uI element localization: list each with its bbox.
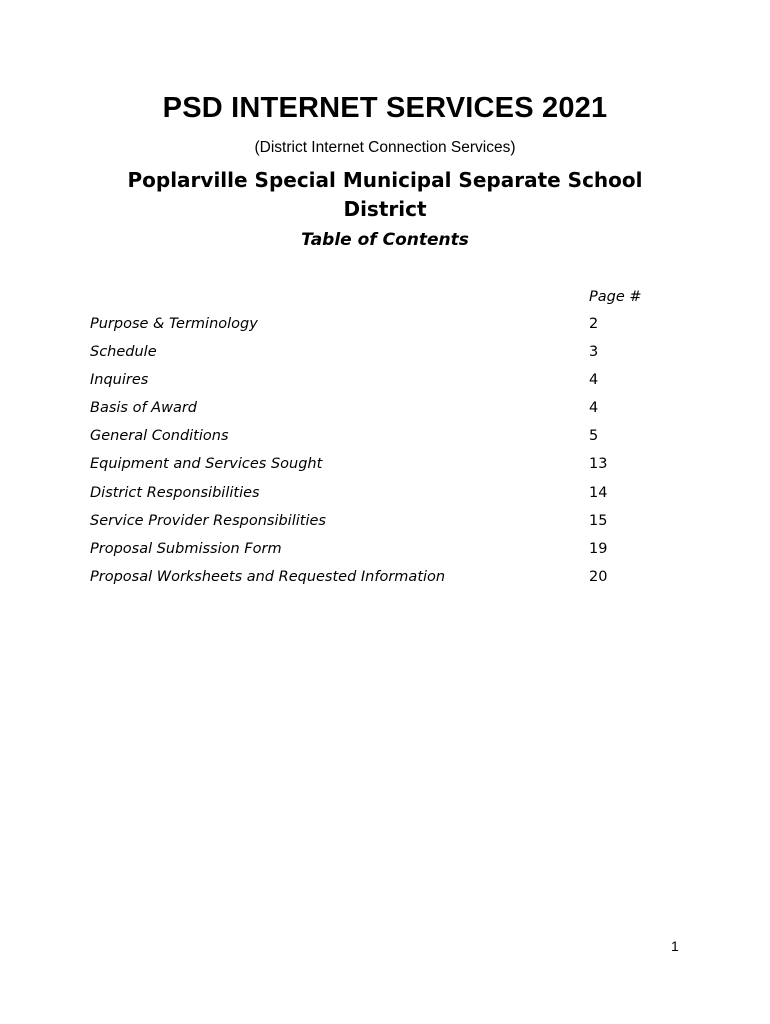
- page-number: 1: [671, 938, 679, 954]
- toc-entry-page: 20: [589, 568, 608, 585]
- toc-entry-page: 14: [589, 484, 608, 501]
- district-name: Poplarville Special Municipal Separate School District: [127, 168, 643, 221]
- toc-entry-title: Proposal Worksheets and Requested Information: [90, 568, 446, 585]
- toc-entry: [90, 513, 650, 541]
- toc-entry-page: 19: [589, 540, 608, 557]
- toc-entry-title: General Conditions: [90, 428, 229, 445]
- page-column-header: Page #: [589, 289, 642, 305]
- toc-entry-title: Purpose & Terminology: [90, 316, 258, 332]
- toc-entry: [90, 400, 650, 428]
- toc-entry: [90, 316, 650, 344]
- toc-entry-page: 4: [589, 400, 599, 417]
- toc-heading: Table of Contents: [301, 230, 469, 250]
- toc-entry-title: Service Provider Responsibilities: [90, 512, 326, 529]
- toc-entry-page: 15: [589, 512, 608, 529]
- toc-entry-page: 5: [589, 428, 599, 445]
- toc-entry-title: Schedule: [90, 344, 157, 361]
- document-subtitle: (District Internet Connection Services): [254, 139, 516, 156]
- document-title: PSD INTERNET SERVICES 2021: [162, 92, 608, 124]
- toc-entry: [90, 344, 650, 372]
- toc-entry-page: 3: [589, 344, 599, 361]
- toc-entry: [90, 485, 650, 513]
- toc-entry: [90, 569, 650, 597]
- toc-entry-title: Inquires: [90, 372, 149, 389]
- toc-entry-page: 2: [589, 316, 599, 332]
- toc-entry: [90, 456, 650, 484]
- toc-entry-page: 13: [589, 456, 608, 473]
- toc-entry-title: Proposal Submission Form: [90, 540, 282, 557]
- toc-entry-title: Basis of Award: [90, 400, 197, 417]
- toc-entry: [90, 541, 650, 569]
- toc-entry-title: Equipment and Services Sought: [90, 456, 323, 473]
- toc-entry: [90, 428, 650, 456]
- toc-entry: [90, 372, 650, 400]
- toc-entry-title: District Responsibilities: [90, 484, 260, 501]
- toc-entry-page: 4: [589, 372, 599, 389]
- table-of-contents: [90, 316, 650, 597]
